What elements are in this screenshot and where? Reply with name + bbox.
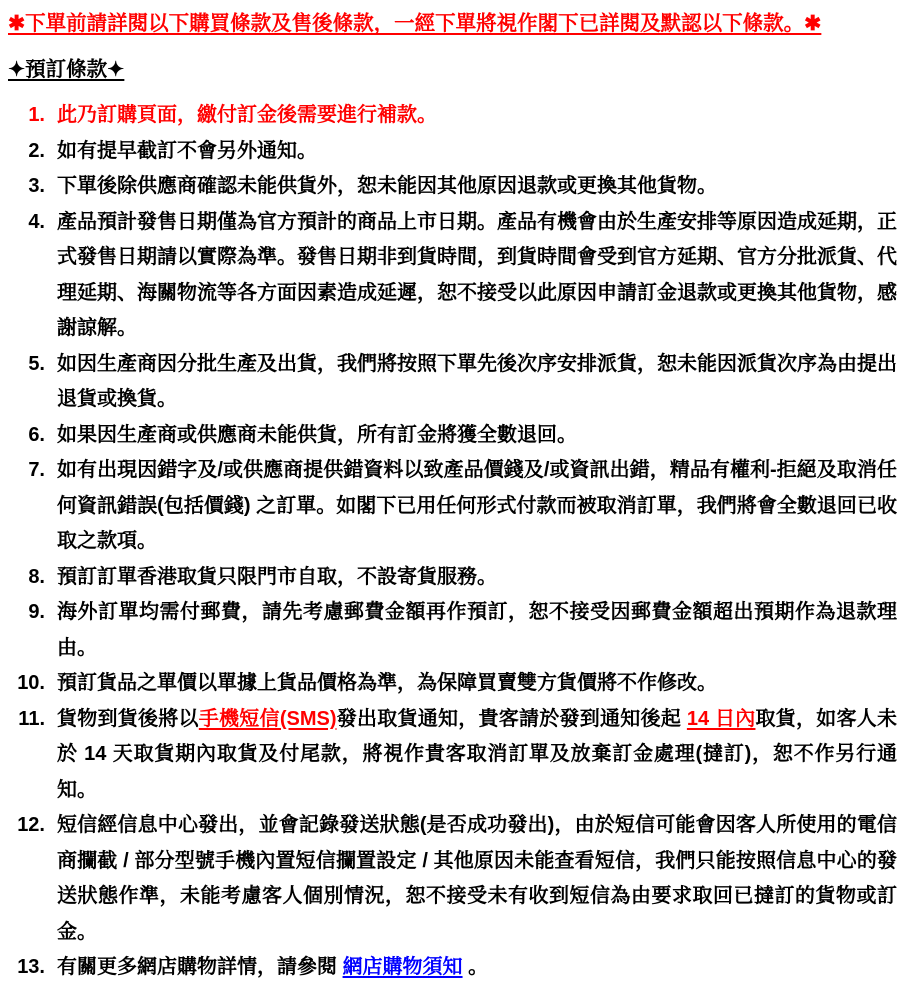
term-number: 9. xyxy=(28,601,45,623)
term-number: 7. xyxy=(28,459,45,481)
term-item-13 xyxy=(8,950,897,986)
term-text-segment: 有關更多網店購物詳情，請參閱 xyxy=(57,956,343,978)
term-item-2 xyxy=(8,134,897,170)
section-title xyxy=(8,52,897,88)
highlighted-term-text: 手機短信(SMS) xyxy=(198,707,337,730)
term-item-9 xyxy=(8,595,897,666)
term-text-segment: 如因生產商因分批生產及出貨，我們將按照下單先後次序安排派貨，恕未能因派貨次序為由提出退貨或換貨。 xyxy=(57,352,897,410)
term-text xyxy=(57,98,897,134)
term-number: 3. xyxy=(28,175,45,197)
term-number: 8. xyxy=(28,565,45,588)
highlighted-term-text: 14 日內 xyxy=(686,707,756,730)
term-item-4 xyxy=(8,205,897,347)
term-text-segment: 貨物到貨後將以 xyxy=(57,707,199,730)
term-text-segment: 產品預計發售日期僅為官方預計的商品上市日期。產品有機會由於生產安排等原因造成延期，正式發售日期請以實際為準。發售日期非到貨時間，到貨時間會受到官方延期、官方分批派貨、代理延期、海關物流等各方面因素造成延遲，恕不接受以此原因申請訂金退款或更換其他貨物，感謝諒解。 xyxy=(57,210,897,339)
term-item-6 xyxy=(8,418,897,454)
term-text xyxy=(57,702,897,809)
term-text xyxy=(57,666,897,702)
term-text-segment: 下單後除供應商確認未能供貨外，恕未能因其他原因退款或更換其他貨物。 xyxy=(57,175,717,197)
term-item-8 xyxy=(8,560,897,596)
term-text xyxy=(57,808,897,950)
term-text xyxy=(57,347,897,418)
term-text-segment: 如有提早截訂不會另外通知。 xyxy=(57,139,317,162)
term-number: 6. xyxy=(28,423,45,446)
term-item-3 xyxy=(8,169,897,205)
term-number: 12. xyxy=(17,814,45,836)
term-text xyxy=(57,560,897,596)
section-title-text: ✦預訂條款✦ xyxy=(8,58,125,81)
store-shopping-notice-link[interactable]: 網店購物須知 xyxy=(342,956,463,978)
term-number: 13. xyxy=(17,956,45,978)
term-item-1 xyxy=(8,98,897,134)
term-text-segment: 如有出現因錯字及/或供應商提供錯資料以致產品價錢及/或資訊出錯，精品有權利-拒絕及取消任何資訊錯誤(包括價錢) 之訂單。如閣下已用任何形式付款而被取消訂單，我們將會全數退回已收取之款項。 xyxy=(57,459,897,552)
term-text xyxy=(57,453,897,560)
term-number: 4. xyxy=(28,210,45,233)
term-number: 11. xyxy=(18,707,45,730)
term-item-7 xyxy=(8,453,897,560)
term-text xyxy=(57,950,897,986)
term-text xyxy=(57,134,897,170)
term-text-segment: 短信經信息中心發出，並會記錄發送狀態(是否成功發出)，由於短信可能會因客人所使用的電信商攔截 / 部分型號手機內置短信攔置設定 / 其他原因未能查看短信，我們只能按照信息中心的發送狀態作準，未能考慮客人個別情況，恕不接受未有收到短信為由要求取回已撻訂的貨物或訂金。 xyxy=(57,814,897,943)
term-text xyxy=(57,418,897,454)
term-text-segment: 預訂貨品之單價以單據上貨品價格為準，為保障買賣雙方貨價將不作修改。 xyxy=(57,672,717,694)
term-number: 2. xyxy=(28,139,45,162)
term-number: 5. xyxy=(28,352,45,375)
term-item-5 xyxy=(8,347,897,418)
term-text-segment: 取貨，如客人未於 14 天取貨期內取貨及付尾款，將視作貴客取消訂單及放棄訂金處理(撻訂)，恕不作另行通知。 xyxy=(57,707,898,801)
terms-list xyxy=(8,98,897,986)
term-text-segment: 此乃訂購頁面，繳付訂金後需要進行補款。 xyxy=(57,104,437,126)
term-text xyxy=(57,169,897,205)
pre-order-warning-header: ✱下單前請詳閱以下購買條款及售後條款，一經下單將視作閣下已詳閱及默認以下條款。✱ xyxy=(8,12,822,35)
term-item-12 xyxy=(8,808,897,950)
term-text-segment: 海外訂單均需付郵費，請先考慮郵費金額再作預訂，恕不接受因郵費金額超出預期作為退款理由。 xyxy=(57,601,897,659)
term-text xyxy=(57,205,897,347)
term-text xyxy=(57,595,897,666)
term-text-segment: 。 xyxy=(462,956,489,978)
term-text-segment: 預訂訂單香港取貨只限門市自取，不設寄貨服務。 xyxy=(57,565,497,588)
term-item-10 xyxy=(8,666,897,702)
term-text-segment: 如果因生產商或供應商未能供貨，所有訂金將獲全數退回。 xyxy=(57,423,577,446)
term-number: 10. xyxy=(17,672,45,694)
term-text-segment: 發出取貨通知，貴客請於發到通知後起 xyxy=(336,707,687,730)
term-item-11 xyxy=(8,702,897,809)
term-number: 1. xyxy=(28,104,45,126)
